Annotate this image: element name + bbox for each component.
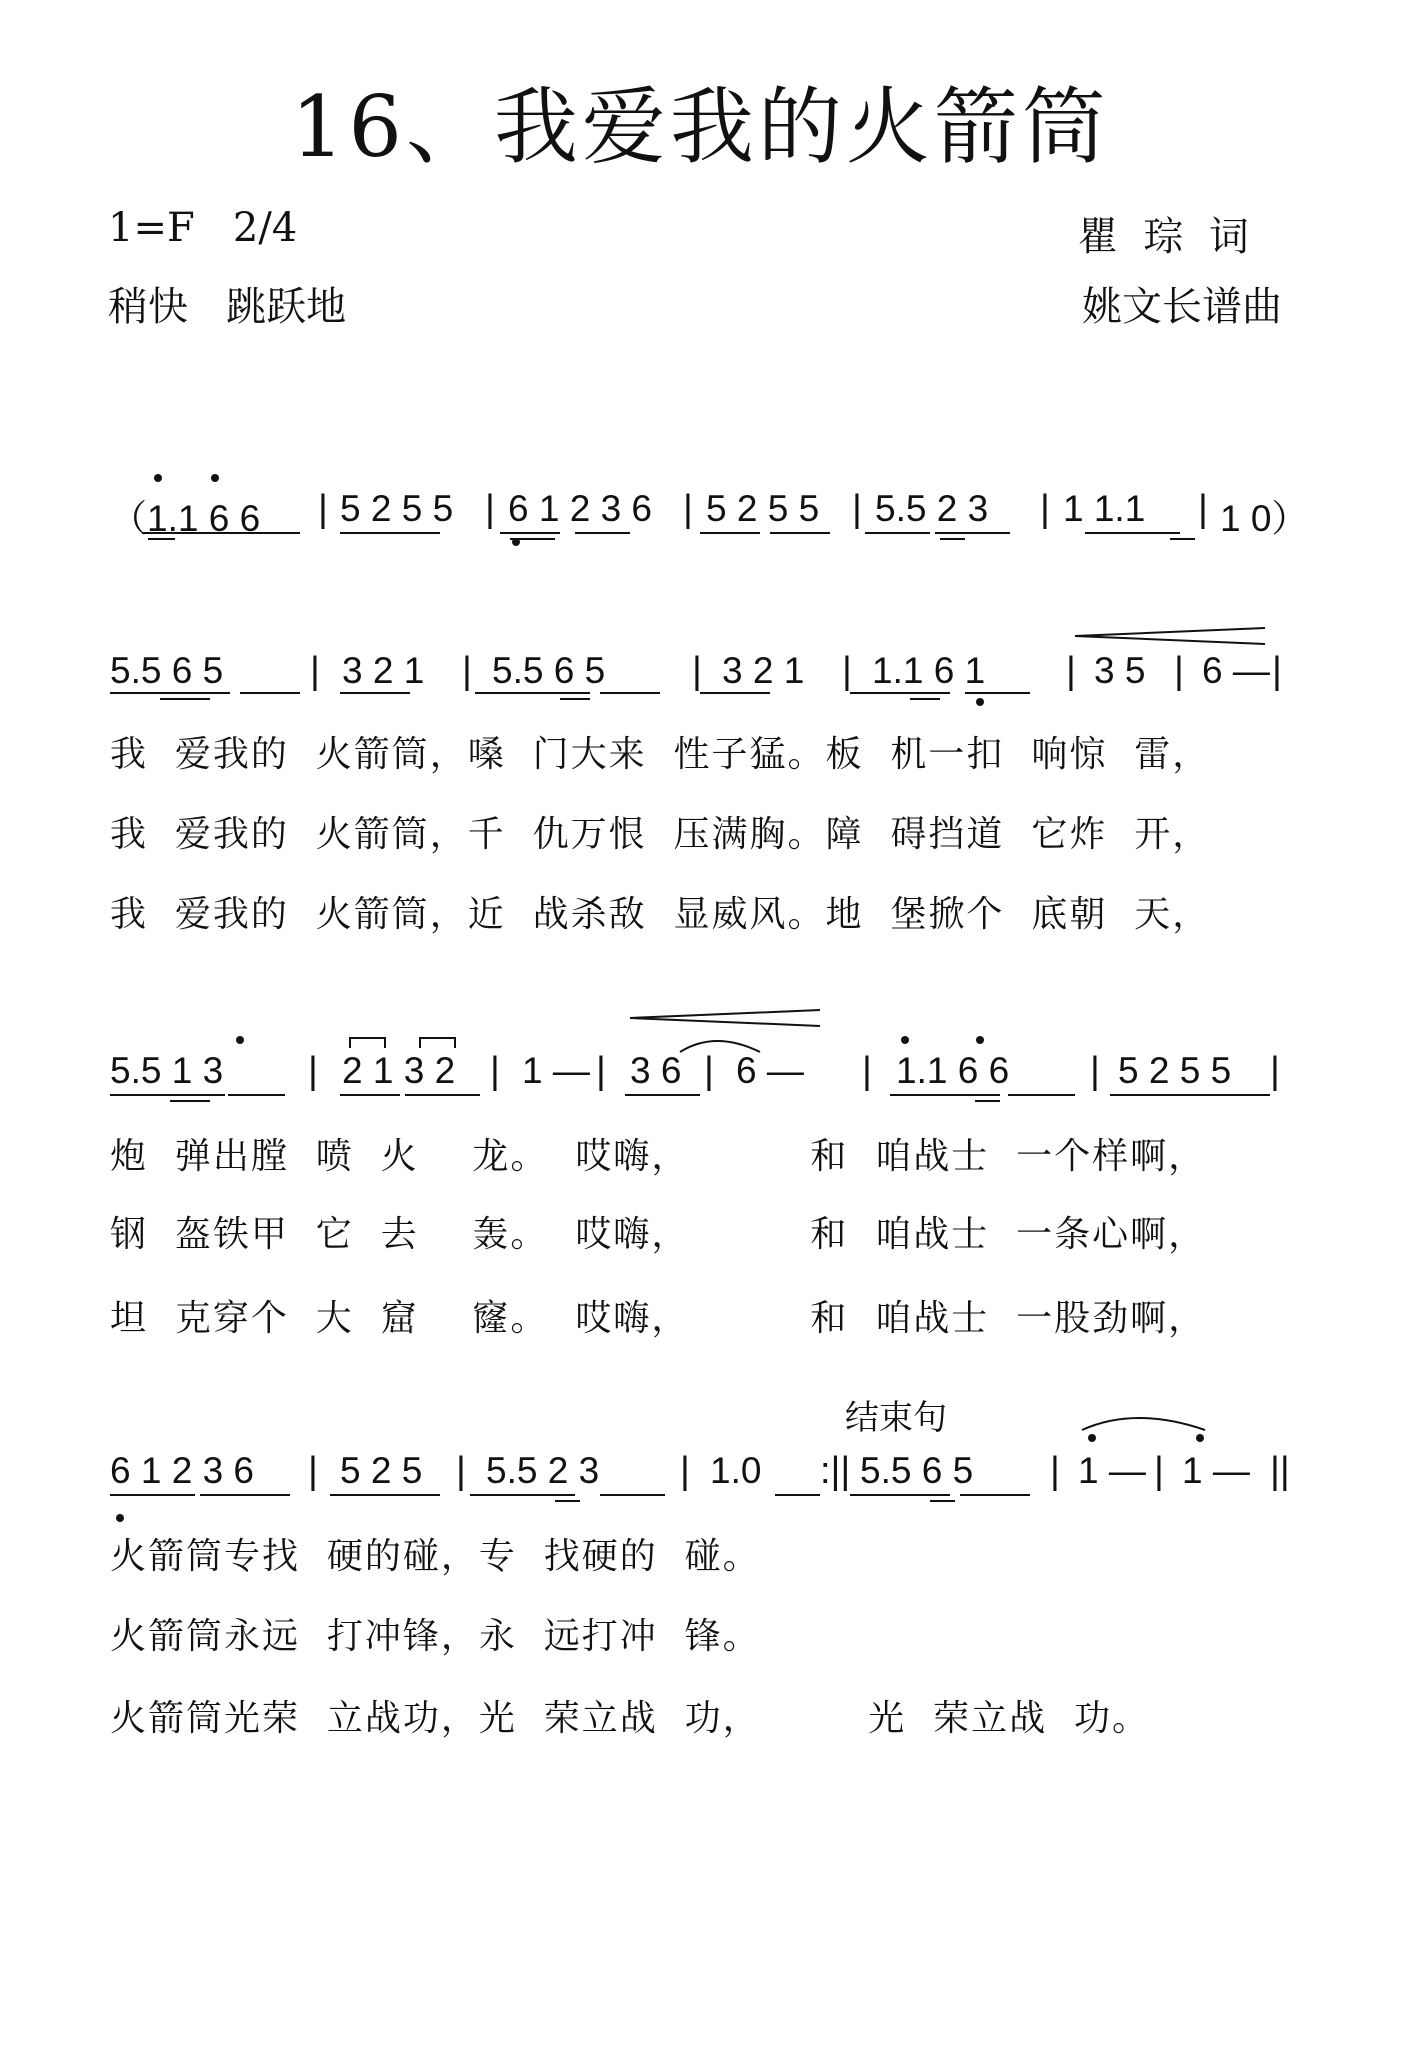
barline: | <box>842 650 852 692</box>
lyrics-verse-1: 我 爱我的 火箭筒，嗓 门大来 性子猛。板 机一扣 响惊 雷， <box>110 734 1211 775</box>
measure: 2 1 3 2 <box>342 1050 456 1091</box>
lyrics-verse-3: 我 爱我的 火箭筒，近 战杀敌 显威风。地 堡掀个 底朝 天， <box>110 894 1211 935</box>
barline: | <box>1050 1450 1060 1492</box>
ending-phrase-label: 结束句 <box>845 1398 947 1438</box>
measure: 5.5 6 5 <box>492 650 606 691</box>
barline: | <box>1270 1050 1280 1092</box>
measure: 1 — <box>522 1050 590 1091</box>
barline: | <box>1090 1050 1100 1092</box>
measure: 6 1 2 3 6 <box>508 488 653 529</box>
barline: | <box>852 488 862 530</box>
barline: | <box>692 650 702 692</box>
barline: | <box>596 1050 606 1092</box>
measure: 5.5 6 5 <box>860 1450 974 1491</box>
barline: | <box>1066 650 1076 692</box>
barline: | <box>680 1450 690 1492</box>
measure: 5.5 2 3 <box>486 1450 600 1491</box>
measure: 1.1 6 1 <box>872 650 986 691</box>
lyrics-verse-2: 我 爱我的 火箭筒，千 仇万恨 压满胸。障 碍挡道 它炸 开， <box>110 814 1211 855</box>
lyricist-credit: 瞿 琮 词 <box>1078 214 1249 260</box>
measure: 1.0 <box>710 1450 762 1491</box>
barline: | <box>485 488 495 530</box>
barline: | <box>308 1050 318 1092</box>
tempo-marking: 稍快 跳跃地 <box>108 284 347 330</box>
measure: 3 5 <box>1094 650 1146 691</box>
barline: | <box>310 650 320 692</box>
lyrics-verse-1c: 火箭筒专找 硬的碰，专 找硬的 碰。 <box>110 1536 761 1577</box>
lyrics-verse-3b: 坦 克穿个 大 窟 窿。 哎嗨， 和 咱战士 一股劲啊， <box>110 1298 1207 1339</box>
measure: 1 1.1 <box>1063 488 1146 529</box>
measure: 1 — <box>1182 1450 1250 1491</box>
barline: | <box>1040 488 1050 530</box>
measure: 5.5 1 3 <box>110 1050 224 1091</box>
barline: | <box>1174 650 1184 692</box>
measure: 3 6 <box>630 1050 682 1091</box>
barline: | <box>308 1450 318 1492</box>
lyrics-verse-2b: 钢 盔铁甲 它 去 轰。 哎嗨， 和 咱战士 一条心啊， <box>110 1214 1207 1255</box>
barline: | <box>683 488 693 530</box>
barline: | <box>1154 1450 1164 1492</box>
barline: | <box>1198 488 1208 530</box>
measure: 1 0） <box>1220 498 1309 539</box>
measure: 1 — <box>1078 1450 1146 1491</box>
measure: 1.1 6 6 <box>896 1050 1010 1091</box>
measure: 5 2 5 5 <box>706 488 820 529</box>
measure: 5.5 2 3 <box>875 488 989 529</box>
song-title: 16、我爱我的火箭筒 <box>291 78 1110 176</box>
barline: | <box>490 1050 500 1092</box>
barline: | <box>1272 650 1282 692</box>
measure: 6 1 2 3 6 <box>110 1450 255 1491</box>
barline: | <box>318 488 328 530</box>
measure: （1.1 6 6 <box>110 498 261 539</box>
measure: 5 2 5 5 <box>1118 1050 1232 1091</box>
barline: | <box>862 1050 872 1092</box>
lyrics-verse-3c: 火箭筒光荣 立战功，光 荣立战 功， 光 荣立战 功。 <box>110 1698 1150 1739</box>
lyrics-verse-2c: 火箭筒永远 打冲锋，永 远打冲 锋。 <box>110 1616 761 1657</box>
repeat-sign: :|| <box>820 1450 851 1492</box>
measure: 6 — <box>736 1050 804 1091</box>
lyrics-verse-1b: 炮 弹出膛 喷 火 龙。 哎嗨， 和 咱战士 一个样啊， <box>110 1136 1207 1177</box>
measure: 5.5 6 5 <box>110 650 224 691</box>
key-time-signature: 1=F 2/4 <box>108 205 298 251</box>
measure: 5 2 5 5 <box>340 488 454 529</box>
measure: 3 2 1 <box>722 650 805 691</box>
measure: 6 — <box>1202 650 1270 691</box>
measure: 3 2 1 <box>342 650 425 691</box>
barline: | <box>704 1050 714 1092</box>
barline: | <box>456 1450 466 1492</box>
final-barline: || <box>1270 1450 1290 1492</box>
measure: 5 2 5 <box>340 1450 423 1491</box>
barline: | <box>462 650 472 692</box>
composer-credit: 姚文长谱曲 <box>1082 284 1282 330</box>
